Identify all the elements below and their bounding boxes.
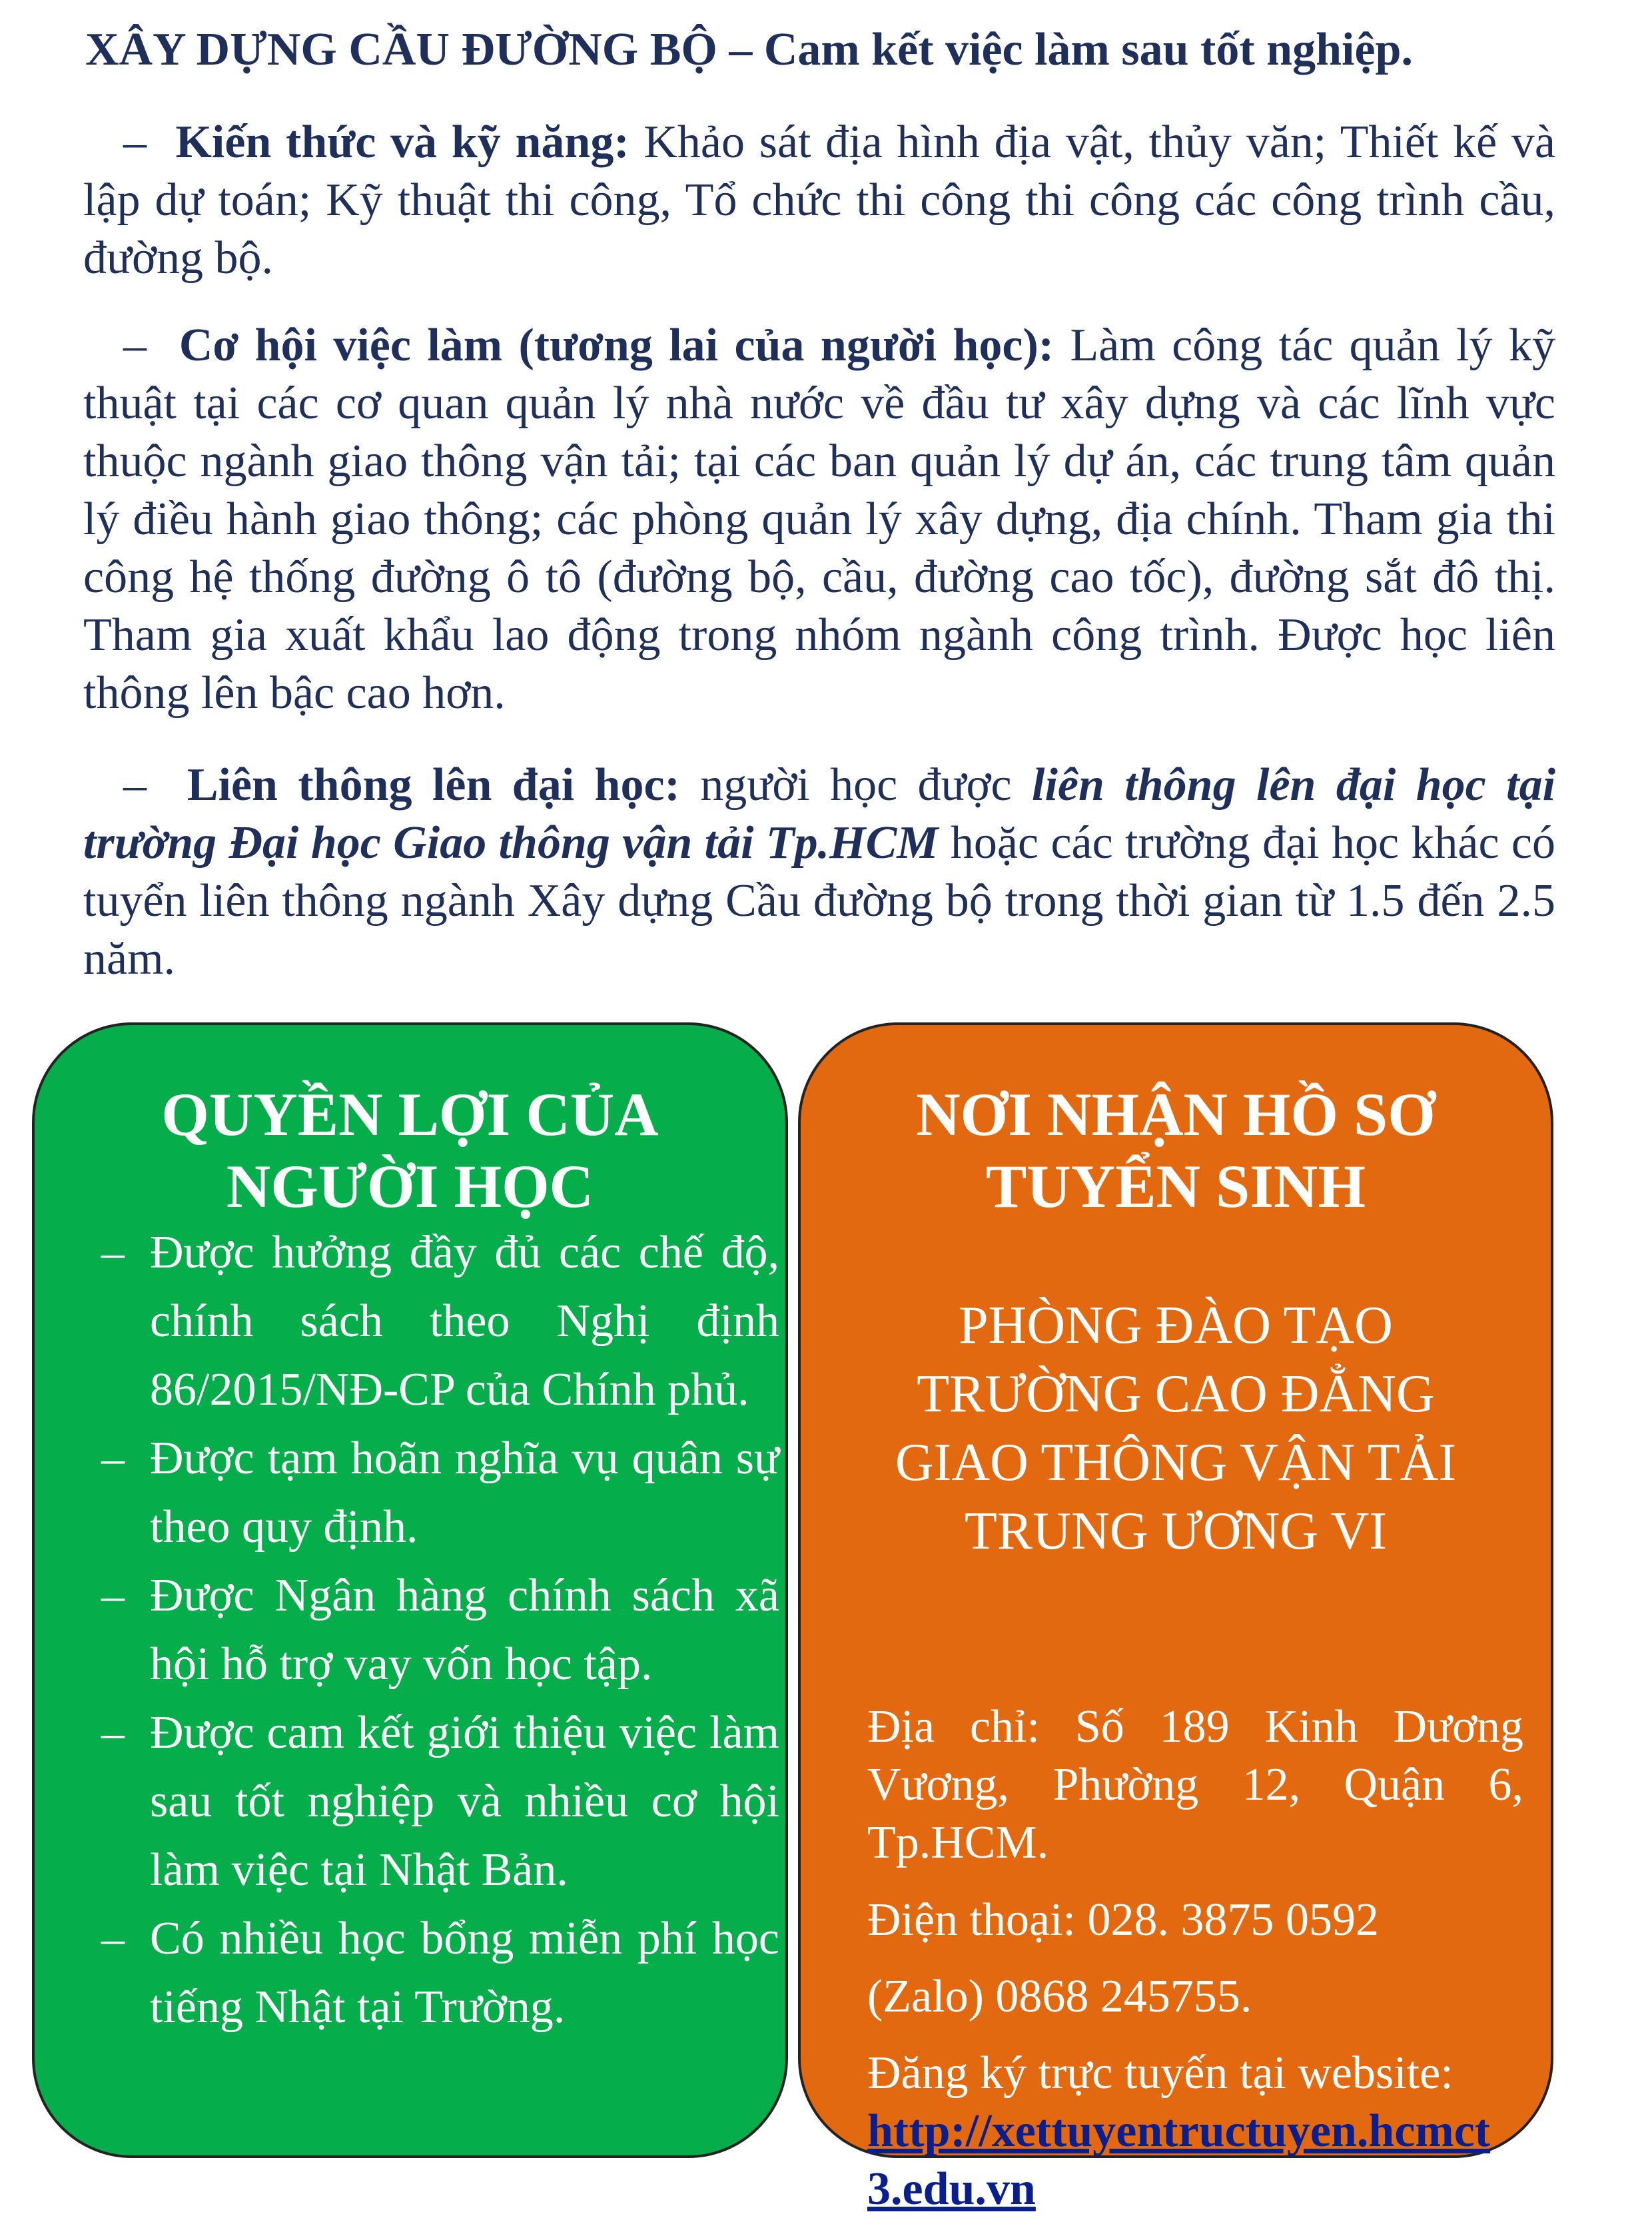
knowledge-text: Khảo sát địa hình địa vật, thủy văn; Thiết kế và lập dự toán; Kỹ thuật thi công, Tổ chức thi công thi công các công trình cầu, đường bộ.	[83, 117, 1555, 284]
benefit-text: Được cam kết giới thiệu việc làm sau tốt nghiệp và nhiều cơ hội làm việc tại Nhật Bản.	[150, 1707, 779, 1896]
benefit-dash: –	[101, 1433, 125, 1484]
jobs-label: Cơ hội việc làm (tương lai của người học):	[179, 320, 1054, 371]
register-label: Đăng ký trực tuyến tại website:	[867, 2047, 1453, 2099]
benefit-item	[67, 1698, 779, 1904]
benefit-dash: –	[101, 1570, 125, 1621]
website-link[interactable]: http://xettuyentructuyen.hcmct3.edu.vn	[867, 2105, 1491, 2215]
benefits-box	[32, 1022, 788, 2158]
benefits-list	[67, 1218, 779, 2041]
benefit-item	[67, 1424, 779, 1561]
benefit-dash: –	[101, 1913, 125, 1964]
transfer-paragraph	[83, 756, 1555, 988]
page-heading: XÂY DỰNG CẦU ĐƯỜNG BỘ – Cam kết việc làm sau tốt nghiệp.	[85, 24, 1413, 75]
benefit-dash: –	[101, 1707, 125, 1758]
benefit-text: Có nhiều học bổng miễn phí học tiếng Nhật tại Trường.	[150, 1913, 779, 2033]
admissions-box	[798, 1022, 1553, 2215]
admissions-phone: Điện thoại: 028. 3875 0592	[867, 1894, 1379, 1946]
benefit-item	[67, 1561, 779, 1698]
knowledge-dash: –	[123, 117, 147, 168]
transfer-emphasis: liên thông lên đại học tại trường Đại học Giao thông vận tải Tp.HCM	[83, 759, 1556, 869]
jobs-dash: –	[123, 320, 147, 371]
benefits-title: QUYỀN LỢI CỦA NGƯỜI HỌC	[161, 1080, 659, 1220]
benefit-text: Được tạm hoãn nghĩa vụ quân sự theo quy định.	[150, 1433, 779, 1553]
admissions-zalo: (Zalo) 0868 245755.	[867, 1971, 1252, 2022]
transfer-text-before: người học được	[679, 759, 1032, 811]
jobs-paragraph	[83, 316, 1555, 722]
transfer-label: Liên thông lên đại học:	[187, 759, 680, 811]
benefit-text: Được Ngân hàng chính sách xã hội hỗ trợ vay vốn học tập.	[150, 1570, 779, 1690]
admissions-address: Địa chỉ: Số 189 Kinh Dương Vương, Phường 12, Quận 6, Tp.HCM.	[867, 1701, 1523, 1868]
benefit-item	[67, 1904, 779, 2041]
admissions-register	[867, 2044, 1523, 2218]
benefit-item	[67, 1218, 779, 1424]
benefit-dash: –	[101, 1227, 125, 1278]
jobs-text: Làm công tác quản lý kỹ thuật tại các cơ quan quản lý nhà nước về đầu tư xây dựng và các lĩnh vực thuộc ngành giao thông vận tải; tại các ban quản lý dự án, các trung tâm quản lý điều hành giao thông; các phòng quản lý xây dựng, địa chính. Tham gia thi công hệ thống đường ô tô (đường bộ, cầu, đường cao tốc), đường sắt đô thị. Tham gia xuất khẩu lao động trong nhóm ngành công trình. Được học liên thông lên bậc cao hơn.	[83, 320, 1556, 719]
admissions-office: PHÒNG ĐÀO TẠO TRƯỜNG CAO ĐẲNG GIAO THÔNG VẬN TẢI TRUNG ƯƠNG VI	[895, 1296, 1457, 1561]
admissions-title: NƠI NHẬN HỒ SƠ TUYỂN SINH	[916, 1080, 1436, 1220]
transfer-text-after: hoặc các trường đại học khác có tuyển liên thông ngành Xây dựng Cầu đường bộ trong thời gian từ 1.5 đến 2.5 năm.	[83, 817, 1556, 984]
knowledge-label: Kiến thức và kỹ năng:	[175, 117, 629, 168]
knowledge-paragraph	[83, 113, 1555, 287]
transfer-dash: –	[123, 759, 147, 811]
benefit-text: Được hưởng đầy đủ các chế độ, chính sách theo Nghị định 86/2015/NĐ-CP của Chính phủ.	[150, 1227, 779, 1415]
